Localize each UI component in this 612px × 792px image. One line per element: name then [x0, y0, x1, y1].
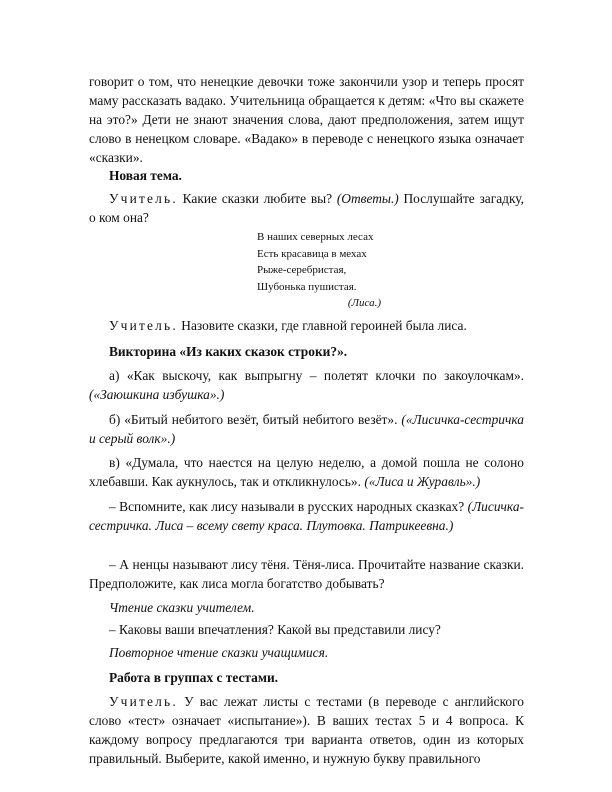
remember-paragraph — [89, 497, 524, 535]
groups-paragraph — [89, 692, 524, 768]
quiz-item-a — [89, 366, 524, 404]
nenets-paragraph: – А ненцы называют лису тёня. Тёня-лиса. Прочитайте название сказки. Предположите, как лиса могла богатство добывать? — [89, 557, 524, 591]
quiz-item-b-text: б) «Битый небитого везёт, битый небитого везёт». — [109, 412, 402, 427]
poem-line: Рыже-серебристая, — [257, 264, 347, 276]
riddle-intro-text: Послушайте загадку, о ком она? — [89, 191, 524, 225]
remember-answer: (Лисичка-сестричка. Лиса – всему свету краса. Плутовка. Патрикеевна.) — [89, 499, 524, 533]
speaker-label: Учитель. — [109, 694, 178, 709]
quiz-item-c-answer: («Лиса и Журавль».) — [364, 474, 481, 489]
poem-line: В наших северных лесах — [257, 231, 374, 243]
reading-students-note: Повторное чтение сказки учащимися. — [109, 645, 329, 660]
teacher-question-paragraph — [89, 189, 524, 227]
groups-text: У вас лежат листы с тестами (в переводе с английского слово «тест» означает «испытание»). В ваших тестах 5 и 4 вопроса. К каждому вопросу предлагаются три варианта ответов, один из которых правильный. Выберите, какой именно, и нужную букву правильного — [89, 694, 524, 766]
poem-line: Есть красавица в мехах — [257, 247, 367, 260]
reading-teacher-note: Чтение сказки учителем. — [109, 600, 255, 615]
groups-heading: Работа в группах с тестами. — [109, 670, 279, 685]
poem-line: Шубонька пушистая. — [257, 280, 357, 293]
quiz-heading: Викторина «Из каких сказок строки?». — [109, 344, 348, 359]
teacher-line-paragraph — [89, 316, 524, 335]
question-text: Какие сказки любите вы? — [177, 191, 337, 206]
quiz-item-a-text: а) «Как выскочу, как выпрыгну – полетят клочки по закоулочкам». — [109, 368, 524, 383]
teacher-line-text: Назовите сказки, где главной героиней была лиса. — [177, 318, 467, 333]
new-topic-heading: Новая тема. — [109, 168, 182, 183]
riddle-poem — [257, 229, 407, 312]
speaker-label: Учитель. — [109, 191, 178, 206]
quiz-item-b-answer: («Лисичка-сестричка и серый волк».) — [89, 412, 524, 446]
quiz-item-c — [89, 453, 524, 491]
speaker-label: Учитель. — [109, 318, 178, 333]
quiz-item-b — [89, 410, 524, 448]
quiz-item-a-answer: («Заюшкина избушка».) — [89, 387, 225, 402]
intro-paragraph: говорит о том, что ненецкие девочки тоже закончили узор и теперь просят маму рассказать вадако. Учительница обращается к детям: «Что вы скажете на это?» Дети не знают значения слова, дают предположения, затем ищут слово в ненецком словаре. «Вадако» в переводе с ненецкого языка означает «сказки». — [89, 74, 524, 165]
answers-note: (Ответы.) — [336, 191, 399, 206]
quiz-item-c-text: в) «Думала, что наестся на целую неделю, а домой пошла не солоно хлебавши. Как аукнулось, так и откликнулось». — [89, 455, 524, 489]
riddle-answer: (Лиса.) — [347, 297, 381, 309]
impressions-question: – Каковы ваши впечатления? Какой вы представили лису? — [109, 622, 441, 637]
remember-question: – Вспомните, как лису называли в русских народных сказках? — [109, 499, 468, 514]
